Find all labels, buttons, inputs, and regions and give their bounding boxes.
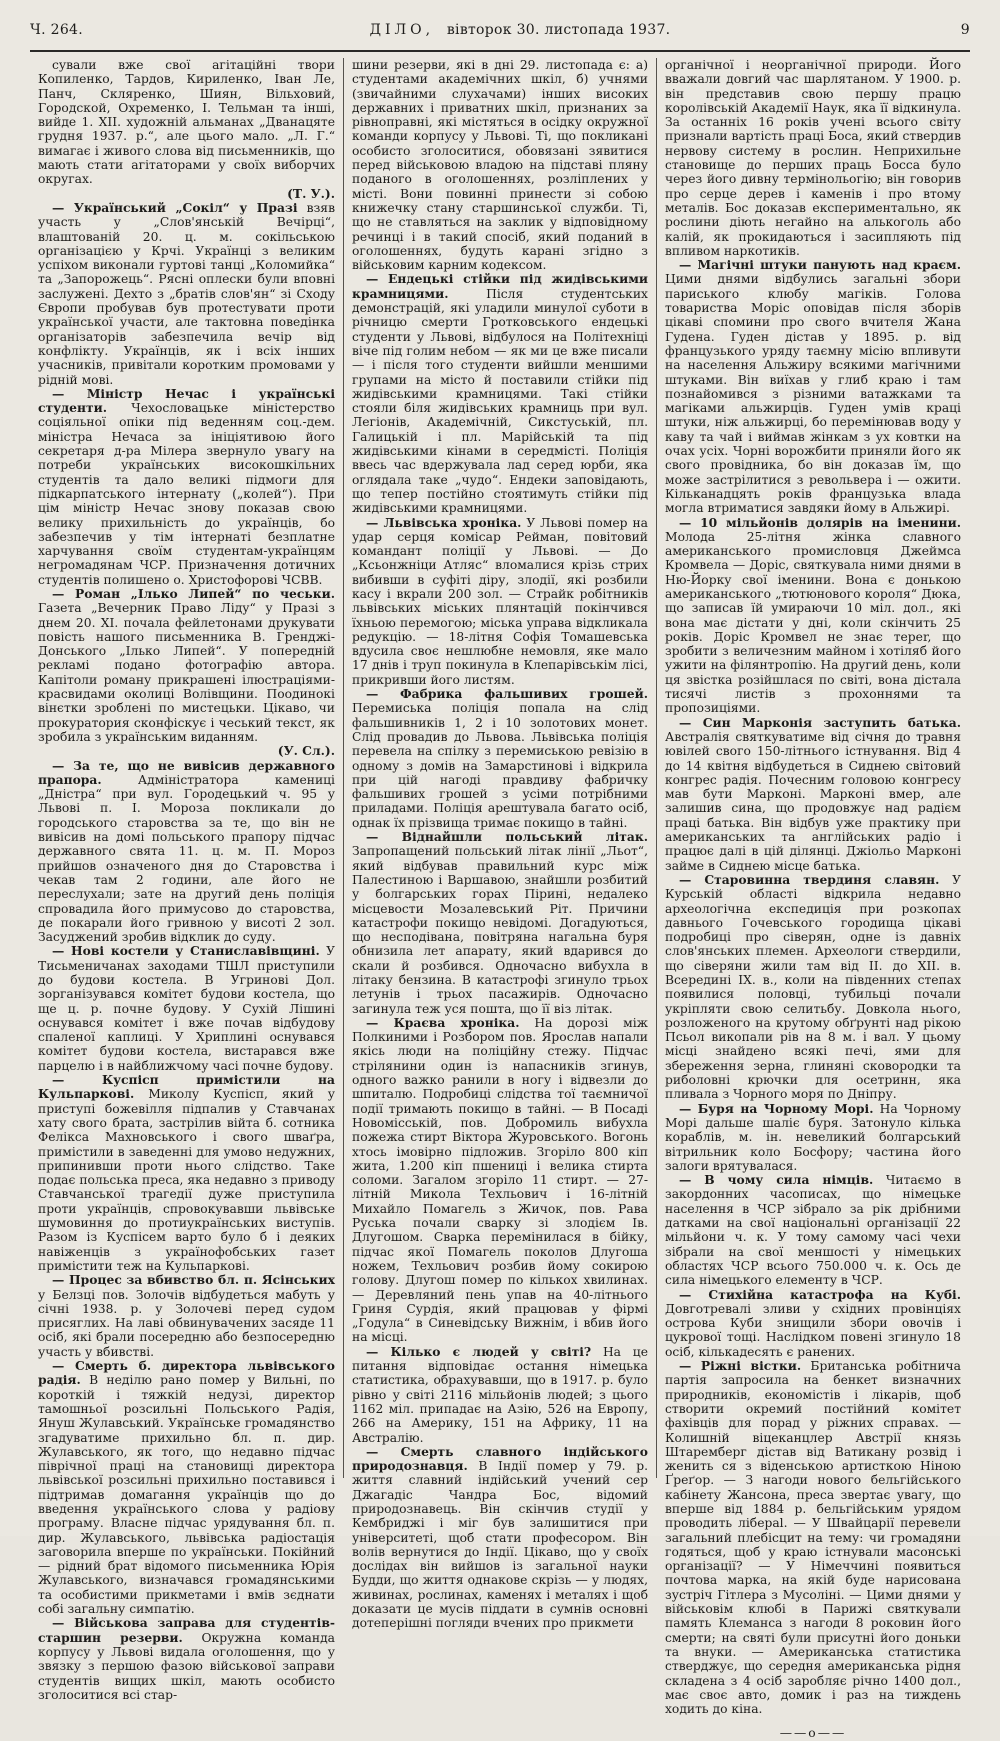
article-headline: — Нові костели у Станиславівщині. [52, 943, 320, 959]
article-body: У Тисьменичанах заходами ТШЛ приступили до будови костела. В Угринові Дол. зорганізувався комітет будови костела, що ще ц. р. почне будову. У Сухій Лішині оснувався комітет і вже почав відбудову спаленої каплиці. У Хриплині оснувався комітет будови костела, вистарався вже парцелю і в найближчому часі почне будову. [38, 944, 335, 1073]
article-body: Цими днями відбулись загальні збори париського клюбу магіків. Голова товариства Моріс оповідав після зборів цікаві спомини про свого вчителя Жана Гудена. Гуден дістав у 1895. р. від французького уряду таємну місію впливути на населення Альжиру всякими магічними штуками. Він виїхав у глиб краю і там познайомився з різними ватажками та магіками альжирців. Гуден умів краці штуки, ніж альжирці, бо перемінював воду у каву та чай і виймав жінкам з ух ковтки на очах усіх. Чорні ворожбити приняли його як свого провідника, бо він доказав їм, що може застрілитися з револьвера і — ожити. Кільканадцять років французька влада могла втриматися завдяки йому в Альжирі. [665, 272, 961, 516]
article-item [352, 1345, 648, 1445]
article-body: На дорозі між Полкиними і Розбором пов. Ярослав напали якісь люди на поліційну стежу. Підчас стрілянини один із напасників згинув, одного важко ранили в ногу і відвезли до шпиталю. Подробиці слідства тої таємничої події тримають покищо в тайні. — В Посаді Новомісській, пов. Добромиль вибухла пожежа стирт Віктора Журовського. Вогонь хтось імовірно підложив. Згоріло 800 кіп жита, 1.200 кіп пшениці і велика стирта соломи. Загалом згоріло 11 стирт. — 27-літній Микола Техльович і 16-літній Михайло Помагель з Жичок, пов. Рава Руська почали сварку зі злодієм Ів. Длугошом. Сварка перемінилася в бійку, підчас якої Помагель поколов Длугоша ножем, Техльович розбив йому сокирою голову. Длугош помер по кількох хвилинах. — Деревляний пень упав на 40-літнього Гриня Сурдія, який працював у фірмі „Годула“ в Синевідську Вижнім, і вбив його на місці. [352, 1015, 648, 1345]
article-headline: — Кілько є людей у світі? [366, 1343, 592, 1359]
article-headline: — В чому сила німців. [679, 1172, 874, 1188]
article-item [665, 1288, 961, 1359]
masthead [30, 22, 970, 44]
article-body: Молода 25-літня жінка славного американського промисловця Джеймса Кромвела — Доріс, святкувала ними днями в Ню-Йорку свої іменини. Вона є донькою американського „тютюнового короля“ Дюка, що записав їй умираючи 10 міл. дол., які вона має дістати у дні, коли скінчить 25 років. Доріс Кромвел не знає теper, що зробити з величезним майном і хотіляб його ужити на філянтропію. На другий день, коли ця звістка розійшлася по світі, вона дістала тисячі листів з прохоннями та пропозиціями. [665, 529, 961, 716]
article-item [38, 201, 335, 387]
issue-date: вівторок 30. листопада 1937. [446, 22, 671, 38]
article-body: Газета „Вечерник Право Ліду“ у Празі з днем 20. XI. почала фейлетонами друкувати повість нашого письменника В. Гренджі-Донського „Ілько Липей“. У попередній рекламі подано фотографію автора. Капітоли роману прикрашені ілюстраціями-красвидами околиці Волівщини. Поодинокі вінєтки зроблені по мистецьки. Цікаво, чи прокуратория сконфіскує і чеський текст, як зробила з українським виданням. [38, 601, 335, 744]
article-body: Австралія святкуватиме від січня до травня ювілей свого 150-літнього істнування. Від 4 до 14 квітня відбудеться в Сиднею світовий конгрес радія. Почесним головою конгресу мав бути Марконі. Марконі вмер, але залишив сина, що продовжує над радієм праці батька. Він відбув уже практику при американських та англійських радіо і працює далі в цій ділянці. Джіольо Марконі займе в Сиднею місце батька. [665, 729, 961, 873]
column-3 [656, 58, 969, 1741]
article-body: Миколу Куспісп, який у приступі божевілля підпалив у Ставчанах хату свого брата, застрілив війта б. сотника Фелікса Махновського і свого шваґра, примістили в заведенні для умово недужних, припинивши проти нього слідство. Таке подає польська преса, яка недавно з приводу Ставчанської трагедії дуже приступила проти українців, спровокувавши львівське шумовиння до протиукраїнських виступів. Разом із Куспісем варто було б і деяких навіженців з українофобських газет примістити теж на Кульпаркові. [38, 1087, 335, 1273]
article-item [38, 587, 335, 744]
article-headline: — За те, що не вивісив державного прапора. [38, 757, 335, 787]
article-item [352, 830, 648, 1016]
article-headline: — Ріжні вістки. [679, 1358, 802, 1374]
article-headline: — Буря на Чорному Морі. [679, 1100, 874, 1116]
article-headline: — Міністр Нечас і українські студенти. [38, 385, 335, 416]
article-body: Британська робітнича партія запросила на бенкет визначних природників, економістів і лікарів, щоб створити окремий постійний комітет фахівців для порад у ріжних справах. — Колишній віцеканцлер Австрії князь Штаремберг дістав від Ватикану розвід і женить ся з віденською артисткою Ніною Ґреґор. — З нагоди нового бельгійського кабінету Жансона, преса звертає увагу, що вперше від 1884 р. бельгійським урядом проводить лібераl. — У Швайцарії перевели загальний плебісцит на тему: чи громадяни годяться, щоб у краю істнували масонські організації? — У Німеччині появиться почтова марка, на якій буде нарисована зустріч Гітлера з Мусоліні. — Цими днями у військовім клюбі в Парижі святкували память Клеманса з нагоди 8 роковин його смерти; на святі були присутні його доньки та внуки. — Американська статистика стверджує, що середня американська рідня складена з 4 осіб заробляє річно 1400 дол., має своє авто, домик і раз на тиждень ходить до кіна. [665, 1359, 961, 1717]
article-headline: — Львівська хроніка. [366, 514, 522, 530]
article-headline: — Роман „Ілько Липей“ по чеськи. [52, 585, 335, 601]
article-headline: — Фабрика фальшивих грошей. [366, 686, 648, 702]
article-item [38, 1616, 335, 1702]
article-continuation: шини резерви, які в дні 29. листопада є: а) студентами академічних шкіл, б) учнями (звичайними слухачами) інших високих державних і приватних шкіл, признаних за рівноправні, які містяться в осідку окружної команди корпусу у Львові. Ті, що покликані особисто зголоситися, обовязані зявитися перед військовою владою на підставі пляну поданого в оголошеннях, розліплених у місті. Вони повинні принести зі собою книжечку стану старшинської служби. Ті, що не ставляться на заклик у відповідному речинці і в такий спосіб, який поданий в оголошеннях, будуть карані згідно з військовим карним кодексом. [352, 58, 648, 273]
article-item [665, 516, 961, 716]
article-headline: — Смерть б. директора львівського радія. [38, 1358, 335, 1388]
article-item [352, 516, 648, 688]
article-item [38, 944, 335, 1073]
source-signature: (У. Сл.). [277, 743, 335, 759]
article-body: Адміністратора камениці „Дністра“ при вул. Городецький ч. 95 у Львові п. І. Мороза покликали до городського старовства за те, що він не вивісив на домі польського прапору підчас державного свята 11. ц. м. П. Мороз прийшов означеного дня до Старовства і чекав там 2 години, але його не переслухали; зате на другий день поліція спровадила його примусово до старовства, де покарали його гривною у висоті 2 зол. Засуджений зробив відклик до суду. [38, 772, 335, 945]
article-headline: — Краєва хроніка. [366, 1014, 520, 1030]
article-item [352, 1445, 648, 1631]
article-item [352, 272, 648, 515]
article-body: Довготревалі зливи у східних провінціях острова Куби знищили збори овочів і цукрової тощі. Наслідком повені згинуло 18 осіб, кількадесять є ранених. [665, 1301, 961, 1359]
masthead-rule [30, 50, 970, 52]
article-item [38, 58, 335, 187]
article-item [665, 1173, 961, 1287]
issue-number: Ч. 264. [30, 22, 83, 38]
article-headline: — Український „Сокіл“ у Празі [52, 199, 298, 215]
article-headline: — Куспісп примістили на Кульпаркові. [38, 1072, 335, 1102]
article-headline: — Магічні штуки панують над краєм. [679, 257, 961, 273]
article-headline: — Процес за вбивство бл. п. Ясінських [52, 1272, 335, 1288]
article-body: Запропащений польський літак лінії „Льот“, який відбував правильний курс між Палестиною і Варшавою, знайшли розбитий у болгарських горах Пірині, недалеко місцевости Мозалевський Ріт. Причини катастрофи покищо невідомі. Догадуються, що несподівана, повітряна нагальна буря обнизила лет апарату, який вдарився до скали й розбився. Одночасно вибухла в літаку бензина. В катастрофі згинуло трьох летунів і трьох пасажирів. Одночасно загинула теж уся пошта, що її віз літак. [352, 844, 648, 1016]
column-2 [343, 58, 656, 1631]
article-body: Після студентських демонстрацій, які уладили минулої суботи в річницю смерти Гротковського ендецькі студенти у Львові, відбулося на Політехніці віче під голим небом — як ми це вже писали — і після того студенти вийшли меншими групами на місто й поставили стійки під жидівськими крамницями. Такі стійки стояли біля жидівських крамниць при вул. Легіонів, Академічній, Сикстуській, пл. Галицькій і пл. Марійській та під жидівськими кінами в середмісті. Поліція ввесь час вдержувала лад серед юрби, яка оглядала таке „чудо“. Ендеки заповідають, що тепер постійно стоятимуть стійки під жидівськими крамницями. [352, 286, 648, 516]
article-item [38, 1073, 335, 1273]
newspaper-title: ДІЛО, [369, 22, 435, 38]
article-headline: — Стихійна катастрофа на Кубі. [679, 1286, 961, 1302]
source-signature: (Т. У.). [287, 185, 335, 201]
article-body: Чехословацьке міністерство соціяльної опіки під веденням соц.-дем. міністра Нечаса за ініціятивою його секретаря д-ра Мілера звернуло увагу на потреби українських високошкільних студентів та дало великі підмоги для підкарпатського інтернату („колей“). При цім міністр Нечас знову показав свою велику прихильність до українців, бо забезпечив у тім інтернаті безплатне харчування своїм студентам-українцям негромадянам ЧСР. Призначення дотичних студентів полишено о. Христофорові ЧСВВ. [38, 401, 335, 587]
article-item [38, 1359, 335, 1616]
article-item [665, 1102, 961, 1173]
article-item [38, 1273, 335, 1359]
article-item [665, 873, 961, 1102]
article-body: сували вже свої агітаційні твори Копиленко, Тардов, Кириленко, Іван Ле, Панч, Скляренко, Шиян, Вільховий, Городской, Охременко, І. Тельман та інші, вийде 1. XII. художній альманах „Дванацяте грудня 1937. р.“, але цього мало. „Л. Г.“ вимагає і живого слова від письменників, що мають стати агітаторами у своїх виборчих округах. [38, 58, 335, 187]
page-number: 9 [960, 22, 970, 38]
article-body: На це питання відповідає остання німецька статистика, обрахувавши, що в 1917. р. було рівно у світі 2116 мільйонів людей; з цього 1162 міл. припадає на Азію, 526 на Европу, 266 на Америку, 151 на Африку, 11 на Австралію. [352, 1344, 648, 1445]
article-item [665, 716, 961, 873]
article-body: На Чорному Морі дальше шаліє буря. Затонуло кілька кораблів, м. ін. невеликий болгарський вітрильник коло Босфору; частина його залоги врятувалася. [665, 1101, 961, 1173]
article-continuation: органічної і неорганічної природи. Його вважали довгий час шарлятаном. У 1900. р. він представив свою першу працю королівській Академії Наук, яка її відкинула. За останніх 16 років учені всього світу признали вартість праці Боса, який ствердив нервову систему в рослин. Неприхильне становище до перших праць Босса було через його дивну термінольогію; він говорив про серце дерев і каменів і про втому металів. Бос доказав експериментально, як рослини діють негайно на алькоголь або калій, як прокидаються і засипляють під впливом наркотиків. [665, 58, 961, 258]
article-body: Перемиська поліція попала на слід фальшивників 1, 2 і 10 золотових монет. Слід провадив до Львова. Львівська поліція перевела на спілку з перемиською ревізію в одному з домів на Замарстинові і відкрила при цій нагоді правдиву фабричку фальшивих грошей з усіми потрібними приладами. Поліція арештувала багато осіб, однак їх прізвища тримає покищо в тайні. [352, 701, 648, 830]
article-body: у Белзці пов. Золочів відбудеться мабуть у січні 1938. р. у Золочеві перед судом присяглих. На лаві обвинувачених засяде 11 осіб, які брали посередню або безпосередню участь у вбивстві. [38, 1287, 335, 1359]
article-item [352, 687, 648, 830]
article-headline: — Військова заправа для студентів-старшин резерви. [38, 1615, 335, 1645]
column-1 [30, 58, 343, 1702]
article-body: У Львові помер на удар серця комісар Рейман, повітовий командант поліції у Львові. — До „Ксьонжніци Атляс“ вломалися крізь стрих вибивши в суфіті діру, злодії, які розбили касу і вкрали 200 зол. — Страйк робітників львівських міських плянтацій покінчився їхньою перемогою; міська управа відкликала редукцію. — 18-літня Софія Томашевська вдусила своє нешлюбне немовля, яке мало 17 днів і труп покинула в Клепарівськім лісі, прикривши його листям. [352, 515, 648, 687]
article-item [665, 1359, 961, 1716]
article-headline: — Віднайшли польський літак. [366, 829, 648, 845]
article-item [352, 1016, 648, 1345]
article-headline: — Старовинна твердиня славян. [679, 871, 940, 887]
end-of-section-mark: ——o—— [779, 1726, 847, 1741]
article-item [38, 387, 335, 587]
article-item [38, 759, 335, 945]
article-headline: — Син Марконія заступить батька. [679, 714, 961, 730]
article-body: В Індії помер у 79. р. життя славний індійський учений сер Джагадіс Чандра Бос, відомий природознавець. Він скінчив студії у Кембриджі і міг був залишитися при університеті, щоб стати професором. Він волів вернутися до Індії. Цікаво, що у своїх дослідах він вийшов із загальної науки Будди, що життя однакове скрізь — у людях, живинах, рослинах, каменях і металях і щоб доказати це мусів піддати в сумнів основні дотеперішні погляди вчених про прикмети [352, 1459, 648, 1631]
article-headline: — Смерть славного індійського природознавця. [352, 1443, 648, 1474]
article-item [665, 258, 961, 515]
article-body: Читаємо в закордонних часописах, що німецьке населення в ЧСР зібрало за рік дрібними датками на свої національні організації 22 мільйони ч. к. У тому самому часі чехи зібрали на свої меншості у німецьких областях ЧСР всього 750.000 ч. к. Ось де сила німецького елементу в ЧСР. [665, 1173, 961, 1288]
article-body: В неділю рано помер у Вильні, по короткій і тяжкій недузі, директор тамошньої розсильні Польського Радія, Януш Жулавський. Українське громадянство згадуватиме прихильно бл. п. дир. Жулавського, як того, що недавно підчас піврічної праці на становищі директора львівської розсильні прихильно поставився і підтримав домагання українців що до введення українського слова у радіову програму. Власне підчас урядування бл. п. дир. Жулавського, львівська радіостація заговорила вперше по українськи. Покійний — рідний брат відомого письменника Юрія Жулавського, визначався громадянськими та особистими прикметами і вмів зєднати собі загальну симпатію. [38, 1373, 335, 1617]
article-headline: — Ендецькі стійки під жидівськими крамницями. [352, 271, 648, 301]
article-headline: — 10 мільйонів долярів на іменини. [679, 514, 961, 530]
columns [30, 58, 970, 1741]
article-body: Окружна команда корпусу у Львові видала оголошення, що у звязку з першою фазою військової заправи студентів вищих шкіл, мають особисто зголоситися всі стар- [38, 1630, 335, 1702]
article-body: взяв участь у „Слов'янській Вечірці“, влаштованій 20. ц. м. сокільською організацією у Крчі. Українці з великим успіхом виконали гуртові танці „Коломийка“ та „Запорожець“. Рясні оплески були вповні заслужені. Дехто з „братів слов'ян“ зі Сходу Європи пробував був протестувати проти української участи, але тактовна поведінка організаторів забезпечила вечір від конфлікту. Українців, як і всіх інших учасників, привітали коротким промовами у рідній мові. [38, 200, 335, 387]
article-body: У Курській області відкрила недавно археологічна експедиція при розкопах давнього Гочевського городища цікаві подробиці про сіверян, одне із давніх слов'янських племен. Археологи ствердили, що сіверяни жили там від II. до XII. в. Всередині IX. в., коли на південних степах появилися половці, тубильці почали укріпляти свою селитьбу. Довкола нього, розложеного на крутому обґрунті над рікою Псьол викопали рів на 8 м. і вал. У цьому місці знайдено всякі печі, ями для збереження зерна, глиняні сковородки та риболовні крючки для осетринн, яка пливала з Чорного моря по Дніпру. [665, 872, 961, 1102]
